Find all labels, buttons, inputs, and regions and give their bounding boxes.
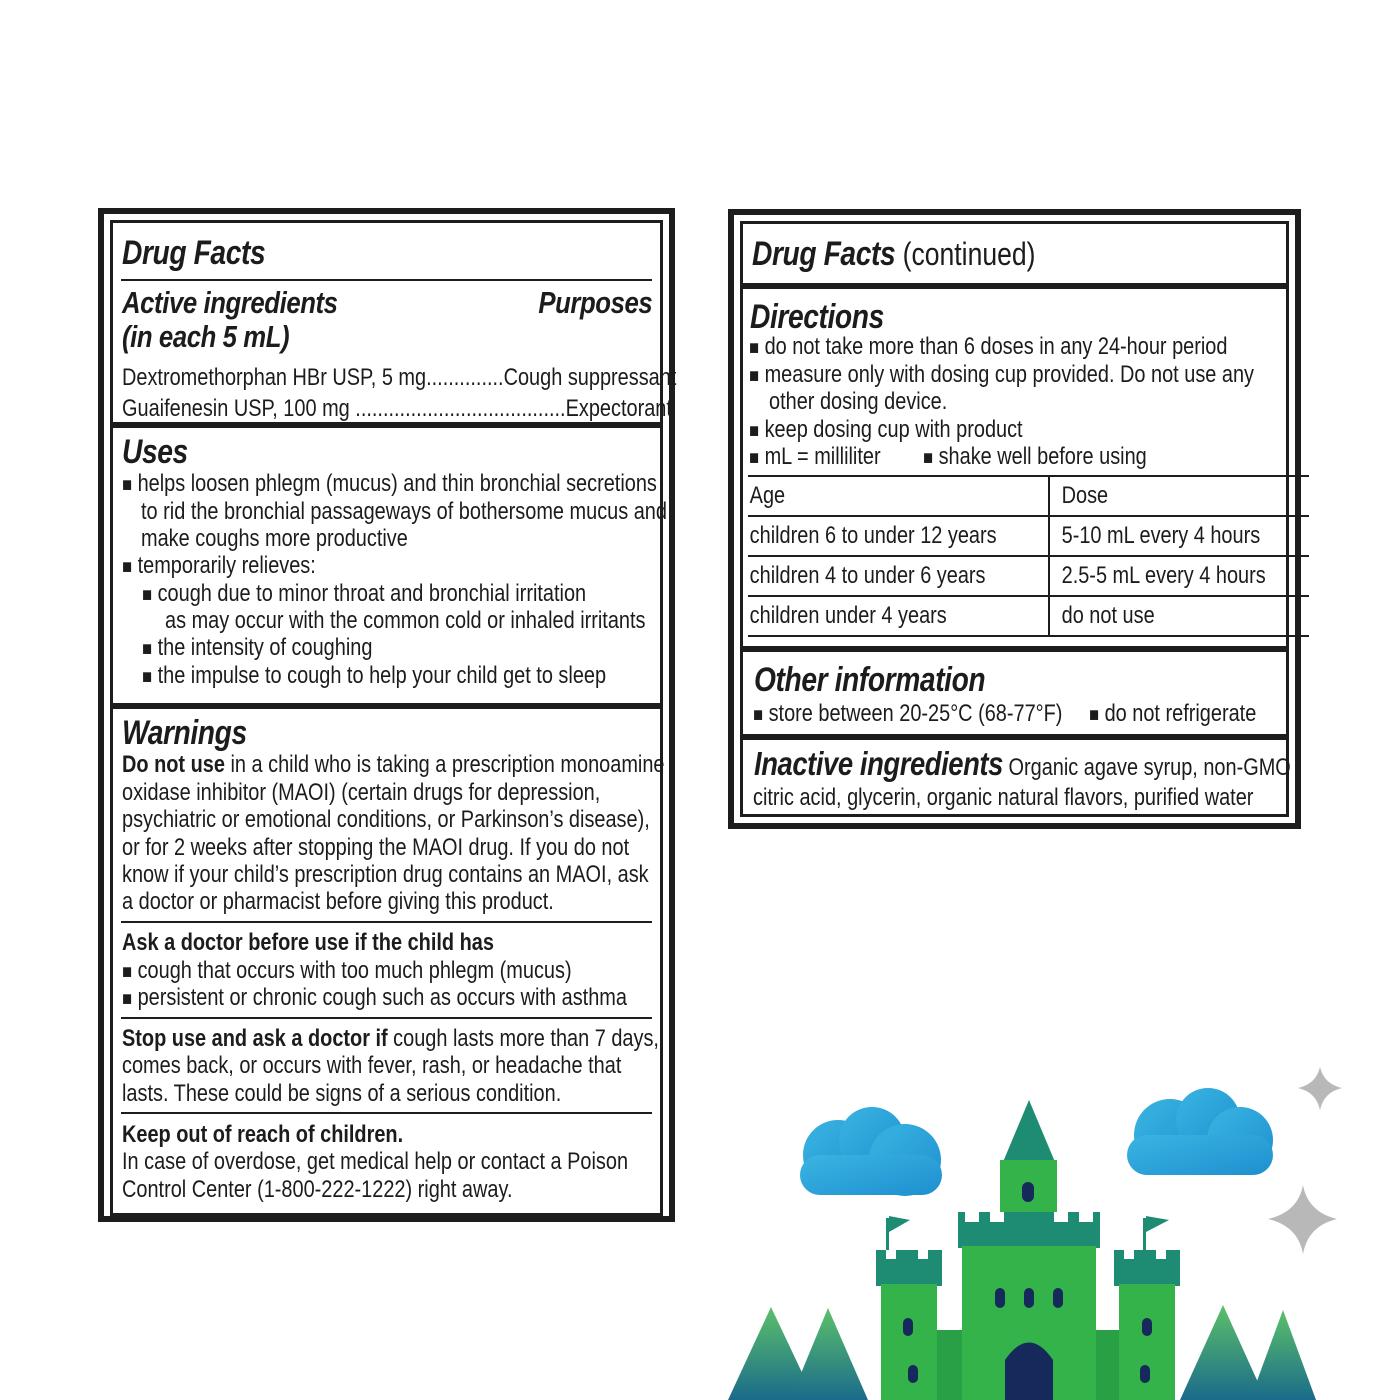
list-item-cont: other dosing device. — [769, 388, 948, 415]
warning-line: comes back, or occurs with fever, rash, or headache that — [122, 1052, 622, 1079]
dose-cell: 5-10 mL every 4 hours — [1061, 522, 1260, 549]
panel-title: Drug Facts — [752, 235, 896, 273]
warning-line: In case of overdose, get medical help or contact a Poison — [122, 1148, 629, 1175]
active-ingredients-heading: Active ingredients — [122, 285, 338, 320]
dose-cell: do not use — [1061, 602, 1155, 629]
directions-heading: Directions — [750, 298, 884, 336]
sub-list-item: ■ the impulse to cough to help your child get to sleep — [142, 662, 607, 689]
list-item: ■ store between 20-25°C (68-77°F) — [753, 700, 1063, 727]
tree-icon — [1250, 1310, 1316, 1400]
warning-line: Control Center (1-800-222-1222) right away. — [122, 1176, 513, 1203]
age-cell: children 4 to under 6 years — [749, 562, 986, 589]
active-ingredients-subheading: (in each 5 mL) — [122, 319, 290, 354]
list-item-cont: to rid the bronchial passageways of bothersome mucus and — [141, 498, 667, 525]
warning-line: lasts. These could be signs of a serious condition. — [122, 1080, 562, 1107]
list-item: ■ mL = milliliter — [749, 443, 881, 470]
list-item: ■ persistent or chronic cough such as occurs with asthma — [122, 984, 627, 1011]
stop-use-text: Stop use and ask a doctor if cough lasts more than 7 days, — [122, 1025, 659, 1052]
sub-list-item: ■ the intensity of coughing — [142, 634, 373, 661]
ingredient-row: Guaifenesin USP, 100 mg ......................................Expectorant — [122, 395, 672, 422]
warning-line: know if your child’s prescription drug contains an MAOI, ask — [122, 861, 649, 888]
inactive-ingredients-heading: Inactive ingredients — [754, 745, 1003, 782]
panel-title: Drug Facts — [122, 234, 266, 272]
list-item: ■ temporarily relieves: — [122, 552, 316, 579]
list-item: ■ do not take more than 6 doses in any 24-hour period — [749, 333, 1228, 360]
ask-doctor-heading: Ask a doctor before use if the child has — [122, 929, 494, 956]
dose-column-header: Dose — [1061, 482, 1108, 509]
warning-line: oxidase inhibitor (MAOI) (certain drugs for depression, — [122, 779, 601, 806]
sub-list-item: ■ cough due to minor throat and bronchial irritation — [142, 580, 587, 607]
age-cell: children under 4 years — [749, 602, 947, 629]
continued-label: (continued) — [895, 236, 1036, 272]
warnings-heading: Warnings — [122, 714, 247, 752]
sparkle-icon — [1298, 1067, 1342, 1110]
sub-list-item-cont: as may occur with the common cold or inhaled irritants — [165, 607, 646, 634]
warning-line: or for 2 weeks after stopping the MAOI drug. If you do not — [122, 834, 630, 861]
cloud-icon — [1127, 1088, 1273, 1175]
list-item: ■ helps loosen phlegm (mucus) and thin bronchial secretions — [122, 470, 657, 497]
purposes-heading: Purposes — [538, 285, 652, 320]
age-column-header: Age — [749, 482, 786, 509]
keep-out-heading: Keep out of reach of children. — [122, 1121, 404, 1148]
ingredient-row: Dextromethorphan HBr USP, 5 mg..............Cough suppressant — [122, 364, 677, 391]
inactive-ingredients-line: Inactive ingredients Organic agave syrup, non-GMO — [754, 745, 1291, 782]
list-item: ■ do not refrigerate — [1089, 700, 1257, 727]
sparkle-icon — [1268, 1185, 1337, 1254]
age-cell: children 6 to under 12 years — [749, 522, 997, 549]
warning-line: psychiatric or emotional conditions, or Parkinson’s disease), — [122, 806, 650, 833]
uses-heading: Uses — [122, 433, 188, 471]
dose-cell: 2.5-5 mL every 4 hours — [1061, 562, 1266, 589]
tree-icon — [790, 1308, 868, 1400]
inactive-ingredients-line: citric acid, glycerin, organic natural flavors, purified water — [753, 784, 1254, 811]
list-item-cont: make coughs more productive — [141, 525, 408, 552]
other-information-heading: Other information — [754, 661, 986, 699]
do-not-use-text: Do not use in a child who is taking a prescription monoamine — [122, 751, 665, 778]
list-item: ■ measure only with dosing cup provided. Do not use any — [749, 361, 1255, 388]
list-item: ■ keep dosing cup with product — [749, 416, 1023, 443]
warning-line: a doctor or pharmacist before giving this product. — [122, 888, 554, 915]
tree-icon — [1180, 1305, 1266, 1400]
list-item: ■ shake well before using — [923, 443, 1147, 470]
list-item: ■ cough that occurs with too much phlegm (mucus) — [122, 957, 572, 984]
cloud-icon — [800, 1107, 942, 1196]
